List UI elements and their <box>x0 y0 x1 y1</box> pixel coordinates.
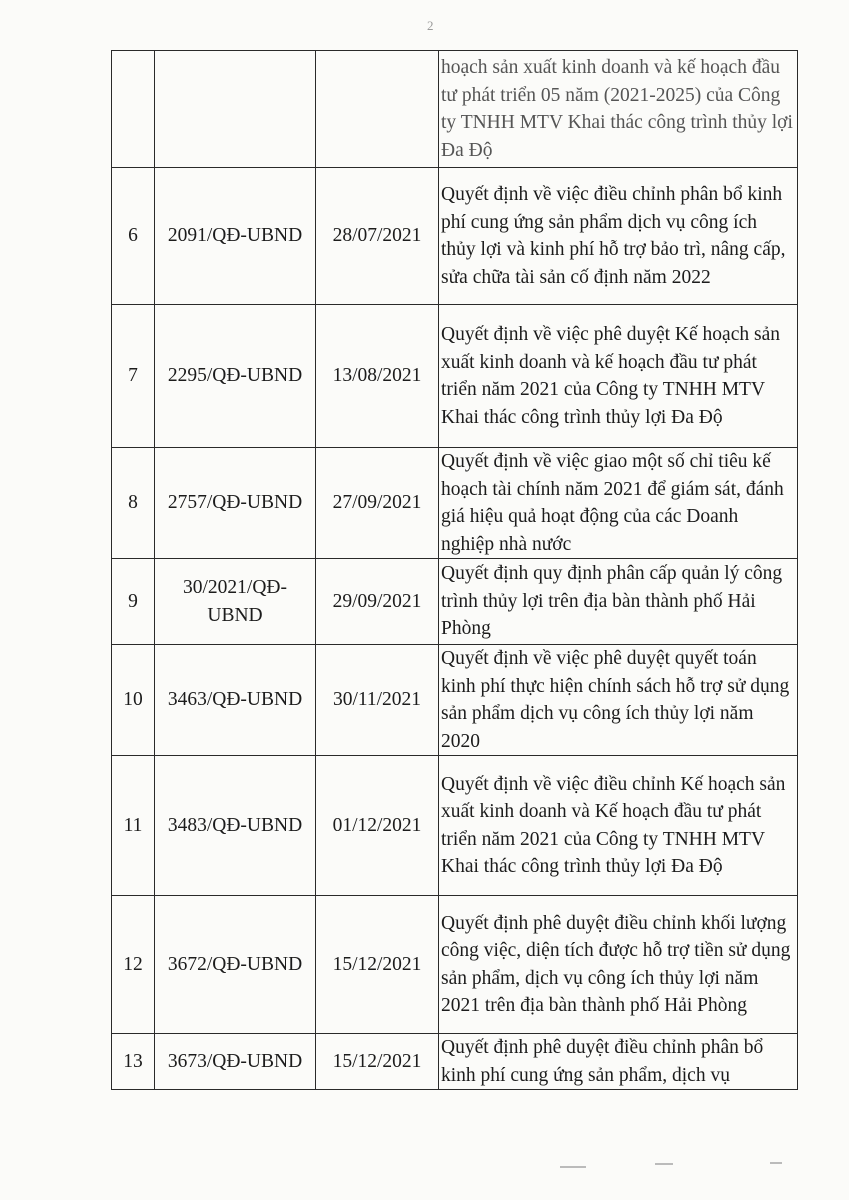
table-row <box>112 896 798 1034</box>
cell-date: 27/09/2021 <box>316 448 439 559</box>
table-row <box>112 448 798 559</box>
cell-no: 12 <box>112 896 155 1034</box>
cell-content: Quyết định về việc giao một số chỉ tiêu kế hoạch tài chính năm 2021 để giám sát, đánh giá hiệu quả hoạt động của các Doanh nghiệp nhà nước <box>439 448 798 559</box>
cell-no: 10 <box>112 645 155 756</box>
table-row <box>112 168 798 305</box>
cell-number: 2091/QĐ-UBND <box>155 168 316 305</box>
cell-no: 13 <box>112 1034 155 1090</box>
cell-date: 15/12/2021 <box>316 896 439 1034</box>
cell-number <box>155 51 316 168</box>
cell-number: 30/2021/QĐ-UBND <box>155 559 316 645</box>
cell-number: 2295/QĐ-UBND <box>155 305 316 448</box>
cell-no <box>112 51 155 168</box>
cell-number: 3483/QĐ-UBND <box>155 756 316 896</box>
scan-speck <box>655 1163 673 1165</box>
scan-speck <box>770 1162 782 1164</box>
page-number: 2 <box>427 18 434 33</box>
cell-number: 2757/QĐ-UBND <box>155 448 316 559</box>
cell-date <box>316 51 439 168</box>
cell-date: 30/11/2021 <box>316 645 439 756</box>
cell-no: 9 <box>112 559 155 645</box>
cell-date: 29/09/2021 <box>316 559 439 645</box>
cell-number: 3672/QĐ-UBND <box>155 896 316 1034</box>
cell-content: Quyết định phê duyệt điều chỉnh khối lượng công việc, diện tích được hỗ trợ tiền sử dụng sản phẩm, dịch vụ công ích thủy lợi năm 2021 trên địa bàn thành phố Hải Phòng <box>439 896 798 1034</box>
cell-content: Quyết định về việc điều chỉnh Kế hoạch sản xuất kinh doanh và Kế hoạch đầu tư phát triển năm 2021 của Công ty TNHH MTV Khai thác công trình thủy lợi Đa Độ <box>439 756 798 896</box>
cell-date: 01/12/2021 <box>316 756 439 896</box>
cell-date: 13/08/2021 <box>316 305 439 448</box>
table-row <box>112 1034 798 1090</box>
cell-no: 8 <box>112 448 155 559</box>
cell-content: Quyết định về việc phê duyệt Kế hoạch sản xuất kinh doanh và kế hoạch đầu tư phát triển năm 2021 của Công ty TNHH MTV Khai thác công trình thủy lợi Đa Độ <box>439 305 798 448</box>
table-row-continued <box>112 51 798 168</box>
cell-date: 15/12/2021 <box>316 1034 439 1090</box>
scan-speck <box>560 1166 586 1168</box>
cell-no: 7 <box>112 305 155 448</box>
table-row <box>112 559 798 645</box>
cell-content: hoạch sản xuất kinh doanh và kế hoạch đầu tư phát triển 05 năm (2021-2025) của Công ty TNHH MTV Khai thác công trình thủy lợi Đa Độ <box>439 51 798 168</box>
cell-content: Quyết định quy định phân cấp quản lý công trình thủy lợi trên địa bàn thành phố Hải Phòng <box>439 559 798 645</box>
cell-content: Quyết định về việc phê duyệt quyết toán kinh phí thực hiện chính sách hỗ trợ sử dụng sản phẩm dịch vụ công ích thủy lợi năm 2020 <box>439 645 798 756</box>
decisions-table <box>111 50 798 1090</box>
table-row <box>112 305 798 448</box>
table-row <box>112 756 798 896</box>
cell-content: Quyết định phê duyệt điều chỉnh phân bổ kinh phí cung ứng sản phẩm, dịch vụ <box>439 1034 798 1090</box>
cell-number: 3463/QĐ-UBND <box>155 645 316 756</box>
cell-number: 3673/QĐ-UBND <box>155 1034 316 1090</box>
cell-date: 28/07/2021 <box>316 168 439 305</box>
table-row <box>112 645 798 756</box>
cell-content: Quyết định về việc điều chỉnh phân bổ kinh phí cung ứng sản phẩm dịch vụ công ích thủy lợi và kinh phí hỗ trợ bảo trì, nâng cấp, sửa chữa tài sản cố định năm 2022 <box>439 168 798 305</box>
cell-no: 6 <box>112 168 155 305</box>
cell-no: 11 <box>112 756 155 896</box>
